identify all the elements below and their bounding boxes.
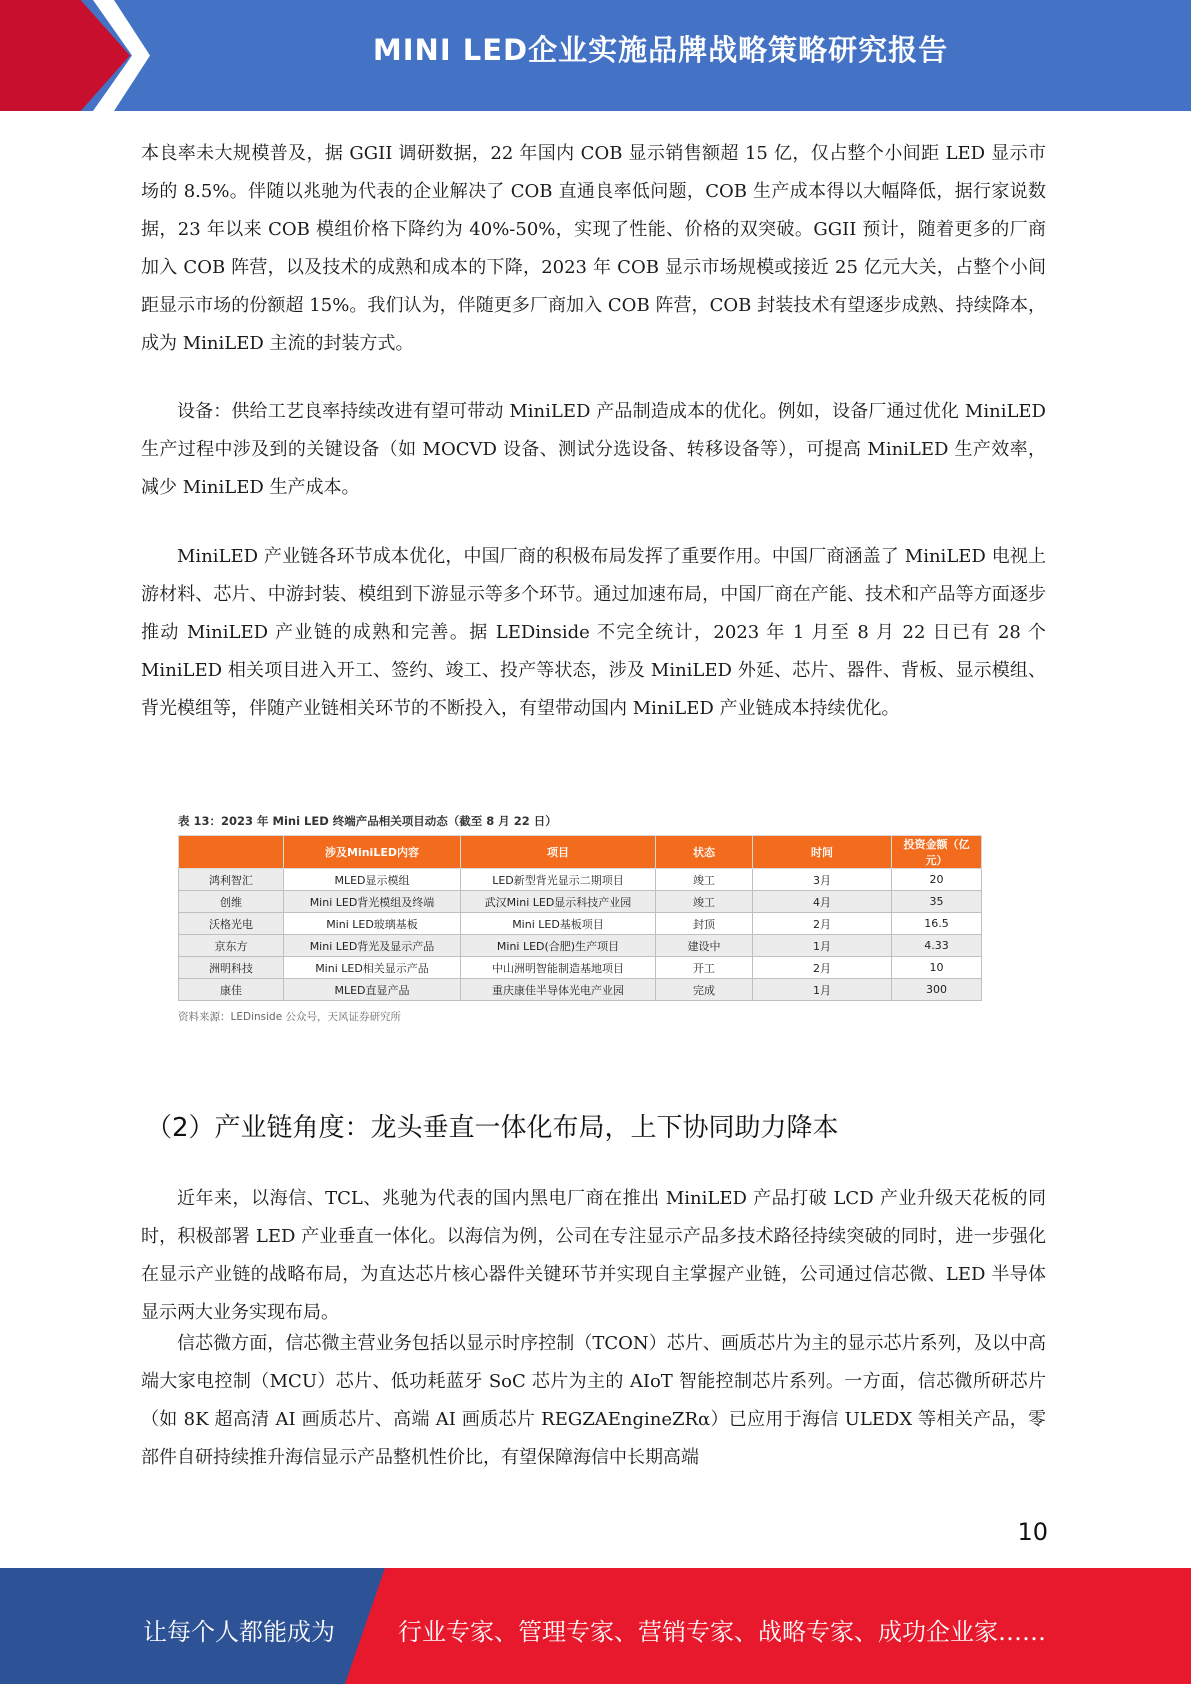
table-header-row (179, 836, 982, 869)
table-source-note: 资料来源：LEDinside 公众号，天风证券研究所 (178, 1011, 401, 1023)
column-header: 项目 (461, 836, 656, 869)
footer-slogan-right: 行业专家、管理专家、营销专家、战略专家、成功企业家…… (398, 1618, 1046, 1646)
projects-table-figure (178, 813, 986, 1024)
paragraph-equipment: 设备：供给工艺良率持续改进有望可带动 MiniLED 产品制造成本的优化。例如，设备厂通过优化 MiniLED 生产过程中涉及到的关键设备（如 MOCVD 设备、测试分选设备、转移设备等），可提高 MiniLED 生产效率，减少 MiniLED 生产成本。 (141, 401, 1046, 498)
table-cell: 竣工 (656, 891, 753, 913)
table-cell: 封顶 (656, 913, 753, 935)
table-cell: Mini LED玻璃基板 (284, 913, 461, 935)
footer-slogan-left: 让每个人都能成为 (143, 1618, 335, 1646)
paragraph-vertical-integration: 近年来，以海信、TCL、兆驰为代表的国内黑电厂商在推出 MiniLED 产品打破 LCD 产业升级天花板的同时，积极部署 LED 产业垂直一体化。以海信为例，公司在专注显示产品多技术路径持续突破的同时，进一步强化在显示产业链的战略布局，为直达芯片核心器件关键环节并实现自主掌握产业链，公司通过信芯微、LED 半导体显示两大业务实现布局。 (141, 1188, 1046, 1323)
paragraph-xinxinwei: 信芯微方面，信芯微主营业务包括以显示时序控制（TCON）芯片、画质芯片为主的显示芯片系列，及以中高端大家电控制（MCU）芯片、低功耗蓝牙 SoC 芯片为主的 AIoT 智能控制芯片系列。一方面，信芯微所研芯片（如 8K 超高清 AI 画质芯片、高端 AI 画质芯片 REGZAEngineZRα）已应用于海信 ULEDX 等相关产品，零部件自研持续推升海信显示产品整机性价比，有望保障海信中长期高端 (141, 1333, 1046, 1468)
table-cell: 建设中 (656, 935, 753, 957)
table-cell: Mini LED背光模组及终端 (284, 891, 461, 913)
report-title: MINI LED企业实施品牌战略策略研究报告 (372, 33, 949, 67)
table-row (179, 979, 982, 1001)
column-header: 投资金额（亿元） (892, 836, 982, 869)
table-cell: 1月 (753, 935, 892, 957)
table-cell: 3月 (753, 869, 892, 891)
table-row (179, 869, 982, 891)
table-cell: 鸿利智汇 (179, 869, 284, 891)
table-cell: 2月 (753, 913, 892, 935)
table-cell: 4月 (753, 891, 892, 913)
table-cell: Mini LED(合肥)生产项目 (461, 935, 656, 957)
table-cell: 开工 (656, 957, 753, 979)
table-cell: 康佳 (179, 979, 284, 1001)
table-cell: 4.33 (892, 935, 982, 957)
page-header (0, 0, 1191, 111)
table-cell: 洲明科技 (179, 957, 284, 979)
table-cell: 20 (892, 869, 982, 891)
table-cell: 创维 (179, 891, 284, 913)
table-row (179, 891, 982, 913)
projects-table (178, 835, 982, 1001)
table-cell: Mini LED相关显示产品 (284, 957, 461, 979)
table-cell: 10 (892, 957, 982, 979)
column-header: 状态 (656, 836, 753, 869)
table-cell: MLED直显产品 (284, 979, 461, 1001)
page-number: 10 (1017, 1518, 1048, 1546)
table-cell: 京东方 (179, 935, 284, 957)
table-cell: 完成 (656, 979, 753, 1001)
section-heading: （2）产业链角度：龙头垂直一体化布局，上下协同助力降本 (146, 1113, 839, 1143)
table-cell: Mini LED基板项目 (461, 913, 656, 935)
table-cell: 1月 (753, 979, 892, 1001)
paragraph-industry-chain-cost: MiniLED 产业链各环节成本优化，中国厂商的积极布局发挥了重要作用。中国厂商涵盖了 MiniLED 电视上游材料、芯片、中游封装、模组到下游显示等多个环节。通过加速布局，中国厂商在产能、技术和产品等方面逐步推动 MiniLED 产业链的成熟和完善。据 LEDinside 不完全统计，2023 年 1 月至 8 月 22 日已有 28 个 MiniLED 相关项目进入开工、签约、竣工、投产等状态，涉及 MiniLED 外延、芯片、器件、背板、显示模组、背光模组等，伴随产业链相关环节的不断投入，有望带动国内 MiniLED 产业链成本持续优化。 (141, 546, 1046, 719)
table-cell: 沃格光电 (179, 913, 284, 935)
table-cell: 武汉Mini LED显示科技产业园 (461, 891, 656, 913)
table-cell: Mini LED背光及显示产品 (284, 935, 461, 957)
table-row (179, 957, 982, 979)
column-header: 涉及MiniLED内容 (284, 836, 461, 869)
column-header (179, 836, 284, 869)
table-cell: LED新型背光显示二期项目 (461, 869, 656, 891)
table-cell: 16.5 (892, 913, 982, 935)
table-caption: 表 13：2023 年 Mini LED 终端产品相关项目动态（截至 8 月 22 日） (178, 814, 557, 828)
paragraph-cob-market: 本良率未大规模普及，据 GGII 调研数据，22 年国内 COB 显示销售额超 15 亿，仅占整个小间距 LED 显示市场的 8.5%。伴随以兆驰为代表的企业解决了 COB 直通良率低问题，COB 生产成本得以大幅降低，据行家说数据，23 年以来 COB 模组价格下降约为 40%-50%，实现了性能、价格的双突破。GGII 预计，随着更多的厂商加入 COB 阵营，以及技术的成熟和成本的下降，2023 年 COB 显示市场规模或接近 25 亿元大关，占整个小间距显示市场的份额超 15%。我们认为，伴随更多厂商加入 COB 阵营，COB 封装技术有望逐步成熟、持续降本，成为 MiniLED 主流的封装方式。 (141, 143, 1046, 354)
table-cell: 300 (892, 979, 982, 1001)
table-cell: 重庆康佳半导体光电产业园 (461, 979, 656, 1001)
table-cell: 35 (892, 891, 982, 913)
page-footer (0, 1568, 1191, 1684)
table-cell: 2月 (753, 957, 892, 979)
table-cell: MLED显示模组 (284, 869, 461, 891)
column-header: 时间 (753, 836, 892, 869)
table-cell: 中山洲明智能制造基地项目 (461, 957, 656, 979)
table-cell: 竣工 (656, 869, 753, 891)
table-row (179, 913, 982, 935)
table-row (179, 935, 982, 957)
